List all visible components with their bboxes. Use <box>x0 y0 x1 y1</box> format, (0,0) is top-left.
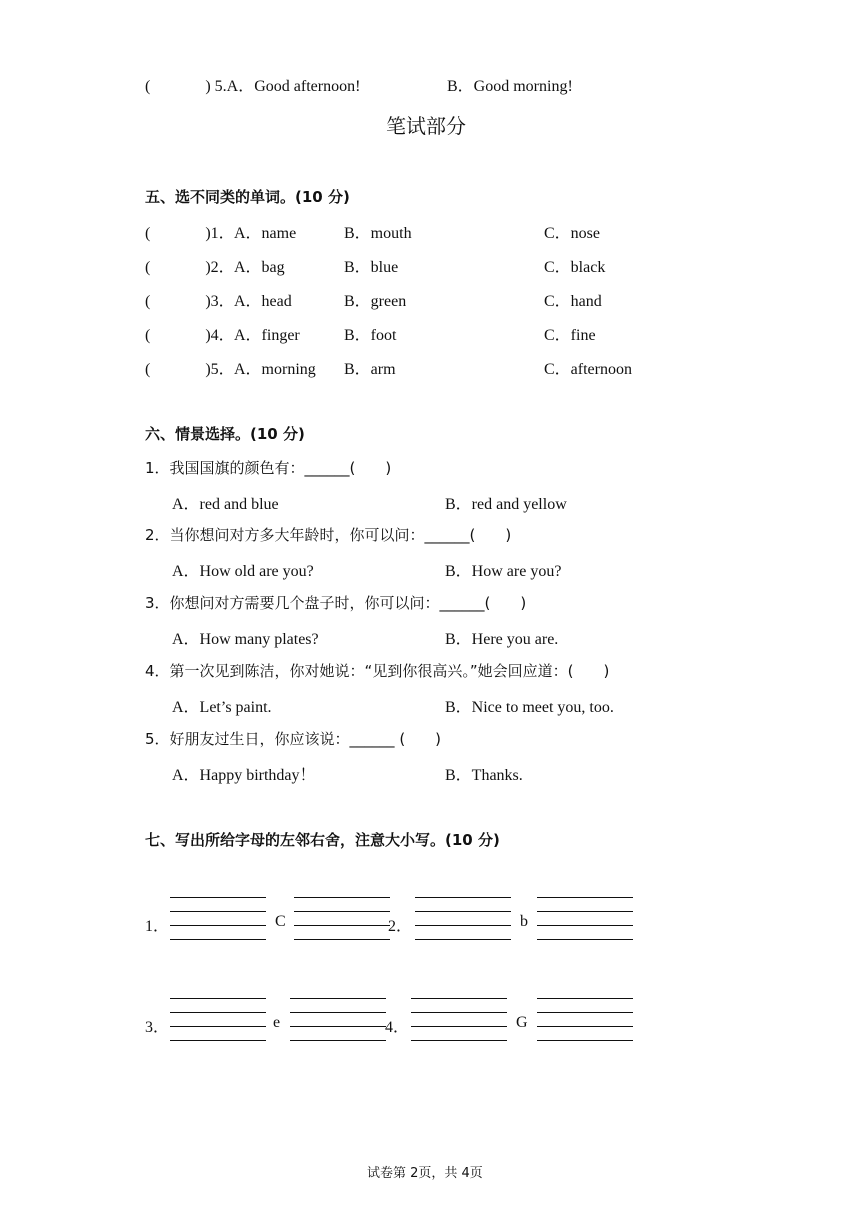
s6-q4-option-a: A．Let’s paint. <box>172 699 272 716</box>
s6-question-4: 4．第一次见到陈洁，你对她说：“见到你很高兴。”她会回应道：( ) <box>145 662 610 680</box>
s6-q1-option-a: A．red and blue <box>172 496 279 513</box>
writing-lines-left[interactable] <box>170 998 266 1042</box>
writing-lines-left[interactable] <box>415 897 511 941</box>
top-question-5 <box>145 73 360 96</box>
s5-row-number: )3． <box>205 293 235 310</box>
s6-q1-option-b: B．red and yellow <box>445 496 567 513</box>
writing-lines-left[interactable] <box>170 897 266 941</box>
page-footer: 试卷第 2页，共 4页 <box>367 1166 483 1181</box>
s5-row-number: )1． <box>205 225 235 242</box>
s5-option-c: C．fine <box>544 327 596 344</box>
s6-q2-option-a: A．How old are you? <box>172 563 314 580</box>
s5-option-b: B．foot <box>344 327 397 344</box>
s5-option-a: A．bag <box>234 259 285 276</box>
s5-row-4: ( )4． <box>145 327 235 344</box>
s5-row-number: )2． <box>205 259 235 276</box>
s5-option-b: B．arm <box>344 361 396 378</box>
s6-q3-option-a: A．How many plates? <box>172 631 319 648</box>
s7-given-letter: C <box>275 913 286 930</box>
s7-given-letter: G <box>516 1014 528 1031</box>
s6-question-2: 2．当你想问对方多大年龄时，你可以问：______( ) <box>145 526 512 544</box>
s7-item-number: 3． <box>145 1019 170 1036</box>
s5-option-c: C．nose <box>544 225 601 242</box>
s5-option-b: B．blue <box>344 259 399 276</box>
s5-row-number: )4． <box>205 327 235 344</box>
writing-lines-right[interactable] <box>537 897 633 941</box>
s5-row-2: ( )2． <box>145 259 235 276</box>
section-6-heading: 六、情景选择。(10 分) <box>145 425 305 443</box>
s7-given-letter: b <box>520 913 528 930</box>
s6-question-5: 5．好朋友过生日，你应该说：______ ( ) <box>145 730 442 748</box>
s5-option-b: B．mouth <box>344 225 412 242</box>
s5-option-a: A．name <box>234 225 297 242</box>
question-number: 5. <box>214 78 227 95</box>
writing-lines-right[interactable] <box>294 897 390 941</box>
s6-q2-option-b: B．How are you? <box>445 563 562 580</box>
s5-option-c: C．black <box>544 259 606 276</box>
writing-lines-left[interactable] <box>411 998 507 1042</box>
s5-option-a: A．finger <box>234 327 300 344</box>
s5-option-c: C．afternoon <box>544 361 632 378</box>
s6-question-1: 1．我国国旗的颜色有：______( ) <box>145 459 392 477</box>
s7-item-number: 2． <box>388 918 413 935</box>
s7-item-number: 1． <box>145 918 170 935</box>
s5-option-a: A．head <box>234 293 292 310</box>
page-title: 笔试部分 <box>386 114 466 138</box>
s6-q3-option-b: B．Here you are. <box>445 631 559 648</box>
s5-option-c: C．hand <box>544 293 602 310</box>
option-a: A．Good afternoon! <box>226 78 361 95</box>
section-7-heading: 七、写出所给字母的左邻右舍，注意大小写。(10 分) <box>145 831 500 849</box>
s6-q5-option-b: B．Thanks. <box>445 767 523 784</box>
s5-row-number: )5． <box>205 361 235 378</box>
s5-row-5: ( )5． <box>145 361 235 378</box>
s5-option-b: B．green <box>344 293 407 310</box>
writing-lines-right[interactable] <box>537 998 633 1042</box>
answer-paren-open: ( <box>145 78 151 95</box>
writing-lines-right[interactable] <box>290 998 386 1042</box>
s5-row-1: ( )1． <box>145 225 235 242</box>
section-5-heading: 五、选不同类的单词。(10 分) <box>145 188 350 206</box>
s5-option-a: A．morning <box>234 361 316 378</box>
s5-row-3: ( )3． <box>145 293 235 310</box>
answer-paren-close: ) <box>205 78 211 95</box>
s7-item-number: 4． <box>385 1019 410 1036</box>
s6-question-3: 3．你想问对方需要几个盘子时，你可以问：______( ) <box>145 594 527 612</box>
s6-q5-option-a: A．Happy birthday！ <box>172 767 316 784</box>
s6-q4-option-b: B．Nice to meet you, too. <box>445 699 614 716</box>
s7-given-letter: e <box>273 1014 281 1031</box>
option-b: B．Good morning! <box>447 78 573 95</box>
